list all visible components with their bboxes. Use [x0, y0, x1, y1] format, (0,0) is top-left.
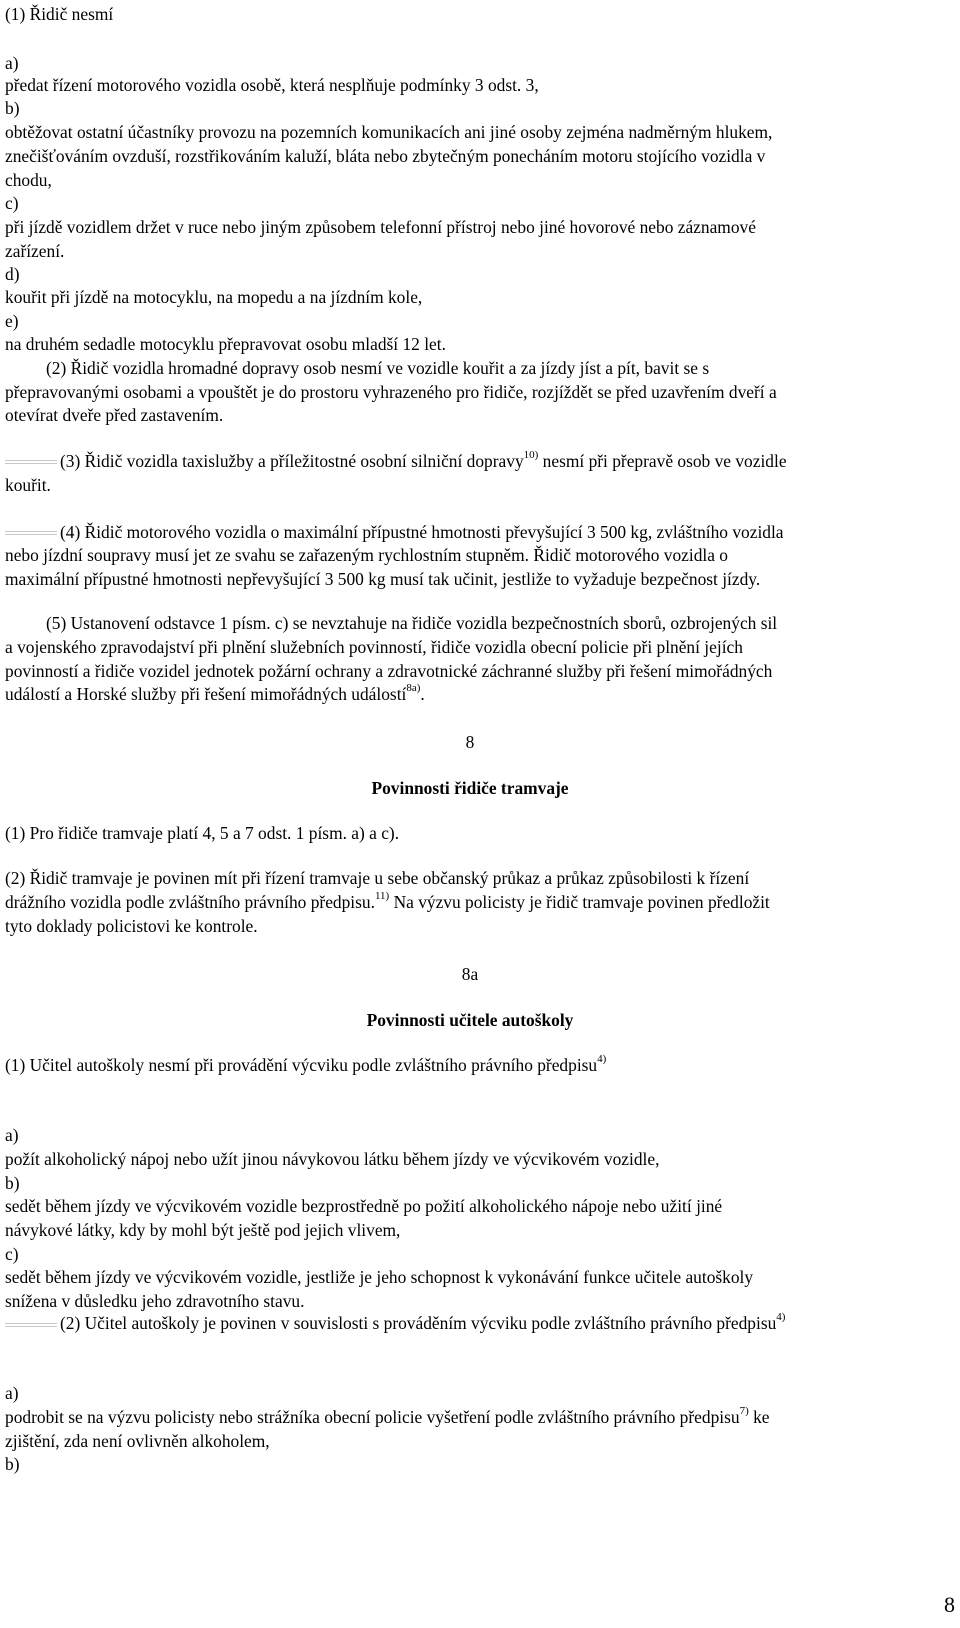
item-b-line-2: návykové látky, kdy by mohl být ještě pod jejich vlivem,: [5, 1220, 401, 1240]
section-8-paragraph-2-line-1: (2) Řidič tramvaje je povinen mít při řízení tramvaje u sebe občanský průkaz a průkaz způsobilosti k řízení: [5, 868, 750, 888]
paragraph-2-line-2: přepravovanými osobami a vpouštět je do prostoru vyhrazeného pro řidiče, rozjíždět se před uzavřením dveří a: [5, 382, 777, 402]
item-b-label: b): [5, 98, 20, 118]
item-b-line-2: znečišťováním ovzduší, rozstřikováním kaluží, bláta nebo zbytečným ponecháním motoru stojícího vozidla v: [5, 146, 766, 166]
section-8-paragraph-2-line-3: tyto doklady policistovi ke kontrole.: [5, 916, 258, 936]
section-8a-paragraph-1: (1) Učitel autoškoly nesmí při provádění výcviku podle zvláštního právního předpisu$^{4)}$: [5, 1053, 607, 1075]
paragraph-2-line-1: (2) Řidič vozidla hromadné dopravy osob nesmí ve vozidle kouřit a za jízdy jíst a pít, bavit se s: [46, 358, 710, 378]
indent-rule: [5, 1323, 57, 1327]
footnote-ref: 11): [374, 890, 390, 903]
paragraph-4-line-3: maximální přípustné hmotnosti nepřevyšující 3 500 kg musí tak učinit, jestliže to vyžaduje bezpečnost jízdy.: [5, 569, 761, 589]
item-a-text: předat řízení motorového vozidla osobě, která nesplňuje podmínky 3 odst. 3,: [5, 75, 539, 95]
section-8a-number: 8a: [461, 964, 479, 984]
item-a-label: a): [5, 1383, 19, 1403]
indent-rule: [5, 460, 57, 464]
item-c-label: c): [5, 1244, 19, 1264]
item-b-line-3: chodu,: [5, 170, 52, 190]
paragraph-3-line-1: (3) Řidič vozidla taxislužby a příležitostné osobní silniční dopravy$^{10)}$ nesmí při přepravě osob ve vozidle: [60, 449, 787, 471]
item-c-label: c): [5, 193, 19, 213]
section-8-paragraph-1: (1) Pro řidiče tramvaje platí 4, 5 a 7 odst. 1 písm. a) a c).: [5, 823, 400, 843]
item-b-line-1: sedět během jízdy ve výcvikovém vozidle bezprostředně po požití alkoholického nápoje nebo užití jiné: [5, 1196, 723, 1216]
item-a-text: požít alkoholický nápoj nebo užít jinou návykovou látku během jízdy ve výcvikovém vozidle,: [5, 1149, 660, 1169]
item-b-label: b): [5, 1454, 20, 1474]
footnote-ref: 10): [523, 449, 539, 462]
item-a-line-1: podrobit se na výzvu policisty nebo strážníka obecní policie vyšetření podle zvláštního právního předpisu$^{7)}$ ke: [5, 1405, 770, 1427]
section-8-paragraph-2-line-2: drážního vozidla podle zvláštního právního předpisu.$^{11)}$ Na výzvu policisty je řidič tramvaje povinen předložit: [5, 890, 770, 912]
item-e-label: e): [5, 311, 19, 331]
section-8a-paragraph-2: (2) Učitel autoškoly je povinen v souvislosti s prováděním výcviku podle zvláštního právního předpisu$^{4)}$: [60, 1311, 786, 1333]
footnote-ref: 4): [776, 1311, 786, 1324]
item-a-line-2: zjištění, zda není ovlivněn alkoholem,: [5, 1431, 270, 1451]
item-d-text: kouřit při jízdě na motocyklu, na mopedu a na jízdním kole,: [5, 287, 423, 307]
item-c-line-1: při jízdě vozidlem držet v ruce nebo jiným způsobem telefonní přístroj nebo jiné hovorové nebo záznamové: [5, 217, 756, 237]
item-c-line-1: sedět během jízdy ve výcvikovém vozidle, jestliže je jeho schopnost k vykonávání funkce učitele autoškoly: [5, 1267, 754, 1287]
section-8-number: 8: [465, 732, 475, 752]
item-b-label: b): [5, 1173, 20, 1193]
paragraph-3-line-2: kouřit.: [5, 475, 51, 495]
footnote-ref: 4): [597, 1053, 607, 1066]
item-b-line-1: obtěžovat ostatní účastníky provozu na pozemních komunikacích ani jiné osoby zejména nadměrným hlukem,: [5, 122, 773, 142]
paragraph-1-heading: (1) Řidič nesmí: [5, 4, 114, 24]
paragraph-5-line-3: povinností a řidiče vozidel jednotek požární ochrany a zdravotnické záchranné služby při řešení mimořádných: [5, 661, 773, 681]
paragraph-5-line-4: událostí a Horské služby při řešení mimořádných událostí$^{8a)}$.: [5, 682, 425, 704]
paragraph-4-line-1: (4) Řidič motorového vozidla o maximální přípustné hmotnosti převyšující 3 500 kg, zvláštního vozidla: [60, 522, 784, 542]
paragraph-5-line-2: a vojenského zpravodajství při plnění služebních povinností, řidiče vozidla obecní policie při plnění jejích: [5, 637, 743, 657]
paragraph-4-line-2: nebo jízdní soupravy musí jet ze svahu se zařazeným rychlostním stupněm. Řidič motorového vozidla o: [5, 545, 728, 565]
item-d-label: d): [5, 264, 20, 284]
page-number: 8: [944, 1592, 955, 1617]
footnote-ref: 7): [739, 1405, 749, 1418]
item-a-label: a): [5, 53, 19, 73]
item-e-text: na druhém sedadle motocyklu přepravovat osobu mladší 12 let.: [5, 334, 446, 354]
item-a-label: a): [5, 1125, 19, 1145]
section-8a-title: Povinnosti učitele autoškoly: [366, 1010, 574, 1030]
indent-rule: [5, 531, 57, 535]
footnote-ref: 8a): [406, 682, 421, 695]
item-c-line-2: zařízení.: [5, 241, 65, 261]
paragraph-5-line-1: (5) Ustanovení odstavce 1 písm. c) se nevztahuje na řidiče vozidla bezpečnostních sborů, ozbrojených sil: [46, 613, 778, 633]
item-c-line-2: snížena v důsledku jeho zdravotního stavu.: [5, 1291, 305, 1311]
paragraph-2-line-3: otevírat dveře před zastavením.: [5, 405, 224, 425]
section-8-title: Povinnosti řidiče tramvaje: [371, 778, 569, 798]
